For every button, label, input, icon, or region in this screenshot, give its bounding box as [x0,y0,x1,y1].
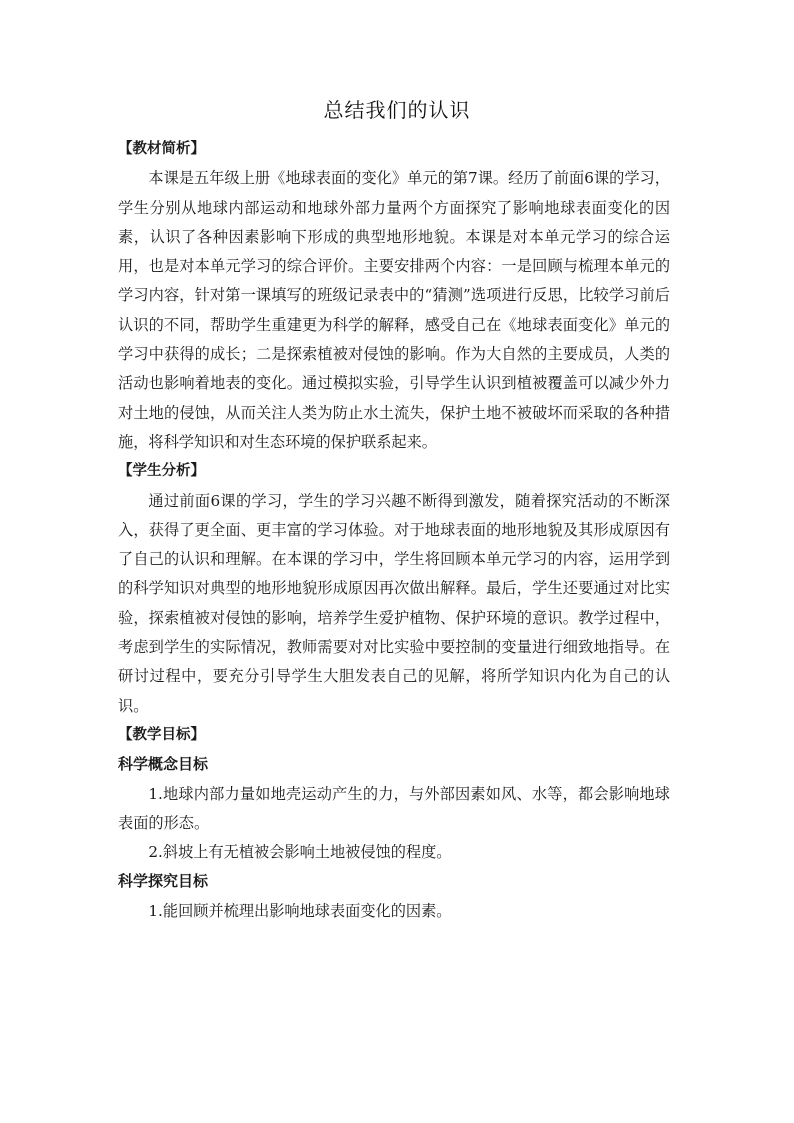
subsection-science-inquiry [118,867,670,926]
section-teaching-goals [118,721,670,926]
section-heading: 【学生分析】 [118,463,205,480]
subsection-science-concept [118,750,670,867]
section-heading: 【教学目标】 [118,726,205,743]
section-heading: 【教材简析】 [118,141,205,157]
body-paragraph: 本课是五年级上册《地球表面的变化》单元的第7课。经历了前面6课的学习，学生分别从地球内部运动和地球外部力量两个方面探究了影响地球表面变化的因素，认识了各种因素影响下形成的典型地形地貌。本课是对本单元学习的综合运用，也是对本单元学习的综合评价。主要安排两个内容：一是回顾与梳理本单元的学习内容，针对第一课填写的班级记录表中的“猜测”选项进行反思，比较学习前后认识的不同，帮助学生重建更为科学的解释，感受自己在《地球表面变化》单元的学习中获得的成长；二是探索植被对侵蚀的影响。作为大自然的主要成员，人类的活动也影响着地表的变化。通过模拟实验，引导学生认识到植被覆盖可以减少外力对土地的侵蚀，从而关注人类为防止水土流失，保护土地不被破坏而采取的各种措施，将科学知识和对生态环境的保护联系起来。 [118,169,670,451]
section-student-analysis [118,457,670,721]
subsection-heading: 科学探究目标 [118,872,209,891]
section-textbook-analysis [118,135,670,457]
document-title: 总结我们的认识 [323,98,471,122]
body-paragraph: 通过前面6课的学习，学生的学习兴趣不断得到激发，随着探究活动的不断深入，获得了更全面、更丰富的学习体验。对于地球表面的地形地貌及其形成原因有了自己的认识和理解。在本课的学习中，学生将回顾本单元学习的内容，运用学到的科学知识对典型的地形地貌形成原因再次做出解释。最后，学生还要通过对比实验，探索植被对侵蚀的影响，培养学生爱护植物、保护环境的意识。教学过程中，考虑到学生的实际情况，教师需要对对比实验中要控制的变量进行细致地指导。在研讨过程中，要充分引导学生大胆发表自己的见解，将所学知识内化为自己的认识。 [118,491,670,715]
subsection-heading: 科学概念目标 [118,755,209,774]
goal-item: 2.斜坡上有无植被会影响土地被侵蚀的程度。 [148,843,452,862]
document-body [118,135,670,926]
goal-item: 1.能回顾并梳理出影响地球表面变化的因素。 [148,901,452,920]
goal-item: 1.地球内部力量如地壳运动产生的力，与外部因素如风、水等，都会影响地球表面的形态。 [118,784,670,832]
